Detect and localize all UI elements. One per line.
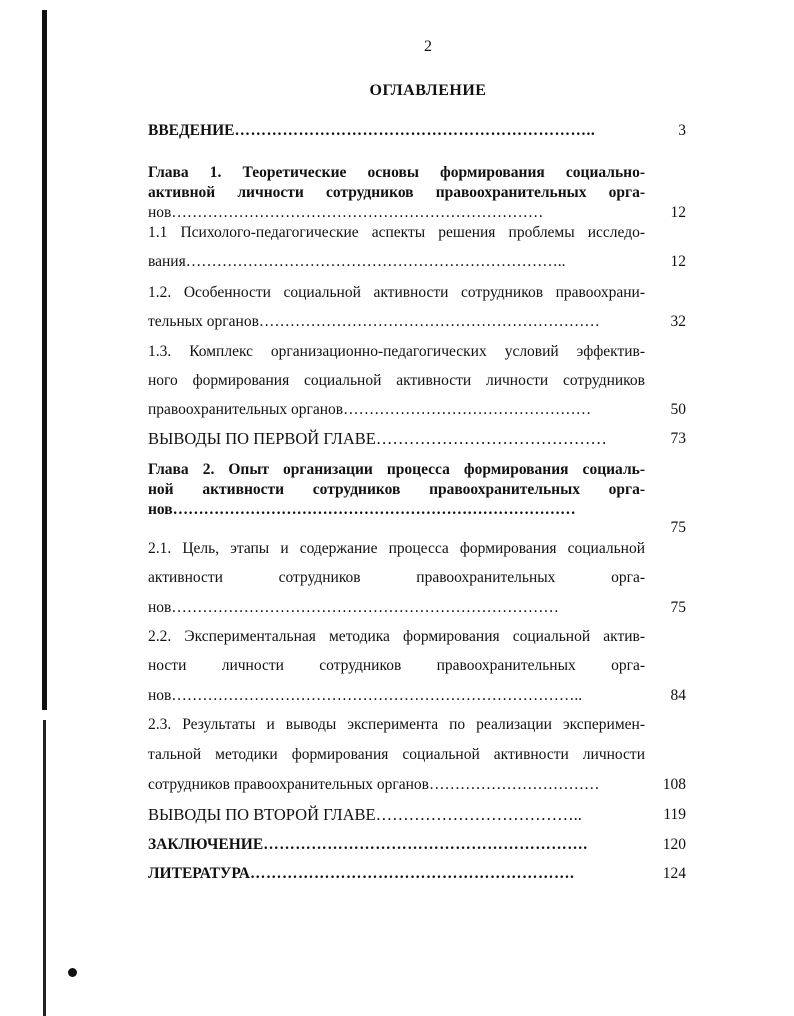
toc-s11-line2: вания……………………………………………………………….. <box>148 253 566 270</box>
toc-conclusion-dots: ……………………………………………………. <box>263 836 588 853</box>
toc-ch1-line2: активной личности сотрудников правоохранительных орга- <box>148 184 645 201</box>
toc-entry-conclusion <box>148 835 645 855</box>
toc-s11-line1: 1.1 Психолого-педагогические аспекты решения проблемы исследо- <box>148 224 645 241</box>
toc-s22-page: 84 <box>670 687 686 704</box>
toc-concl1: ВЫВОДЫ ПО ПЕРВОЙ ГЛАВЕ…………………………………… <box>148 429 607 448</box>
toc-s13-line1: 1.3. Комплекс организационно-педагогических условий эффектив- <box>148 343 645 360</box>
toc-s12-line2: тельных органов………………………………………………………… <box>148 313 600 330</box>
toc-s23-line2: тальной методики формирования социальной активности личности <box>148 746 645 763</box>
toc-ch2-line2: ной активности сотрудников правоохранительных орга- <box>148 481 645 498</box>
toc-literature-dots: ……………………………………………………. <box>250 865 575 882</box>
toc-s21-page: 75 <box>670 599 686 616</box>
page-number: 2 <box>424 38 432 55</box>
toc-s12-page: 32 <box>670 313 686 330</box>
toc-ch2-line1: Глава 2. Опыт организации процесса формирования социаль- <box>148 461 645 478</box>
page-title: ОГЛАВЛЕНИЕ <box>369 82 487 99</box>
scan-dot-artifact <box>68 968 77 977</box>
toc-literature-page: 124 <box>662 865 686 882</box>
toc-literature-label: ЛИТЕРАТУРА <box>148 865 250 882</box>
toc-entry-literature <box>148 864 645 884</box>
toc-concl2: ВЫВОДЫ ПО ВТОРОЙ ГЛАВЕ……………………………….. <box>148 805 582 824</box>
toc-s13-line3: правоохранительных органов………………………………………… <box>148 401 592 418</box>
toc-entry-intro <box>148 121 645 141</box>
toc-ch1-page: 12 <box>670 204 686 221</box>
toc-intro-page: 3 <box>678 122 686 139</box>
toc-concl1-page: 73 <box>670 430 686 447</box>
toc-s11-page: 12 <box>670 253 686 270</box>
toc-s23-line3: сотрудников правоохранительных органов…………………………… <box>148 776 600 793</box>
toc-intro-label: ВВЕДЕНИЕ <box>148 122 235 139</box>
toc-s22-line1: 2.2. Экспериментальная методика формирования социальной актив- <box>148 628 645 645</box>
toc-ch1-line3: нов……………………………………………………………… <box>148 204 544 221</box>
toc-conclusion-page: 120 <box>662 836 686 853</box>
toc-concl2-page: 119 <box>663 806 686 823</box>
toc-s12-line1: 1.2. Особенности социальной активности сотрудников правоохрани- <box>148 284 645 301</box>
toc-s23-line1: 2.3. Результаты и выводы эксперимента по реализации эксперимен- <box>148 716 645 733</box>
toc-s21-line3: нов………………………………………………………………… <box>148 599 559 616</box>
toc-ch2-page: 75 <box>670 519 686 536</box>
toc-ch1-line1: Глава 1. Теоретические основы формирования социально- <box>148 164 645 181</box>
toc-s22-line3: нов…………………………………………………………………….. <box>148 687 583 704</box>
toc-s21-line2: активности сотрудников правоохранительных орга- <box>148 569 645 586</box>
toc-conclusion-label: ЗАКЛЮЧЕНИЕ <box>148 836 264 853</box>
toc-ch2-line3: нов…………………………………………………………………… <box>148 501 576 518</box>
scan-edge-artifact <box>40 0 49 1016</box>
toc-s21-line1: 2.1. Цель, этапы и содержание процесса формирования социальной <box>148 540 645 557</box>
toc-s23-page: 108 <box>662 776 686 793</box>
toc-s13-page: 50 <box>670 401 686 418</box>
toc-intro-dots: ………………………………………………………….. <box>234 122 596 139</box>
toc-s13-line2: ного формирования социальной активности личности сотрудников <box>148 372 645 389</box>
toc-s22-line2: ности личности сотрудников правоохранительных орга- <box>148 657 645 674</box>
